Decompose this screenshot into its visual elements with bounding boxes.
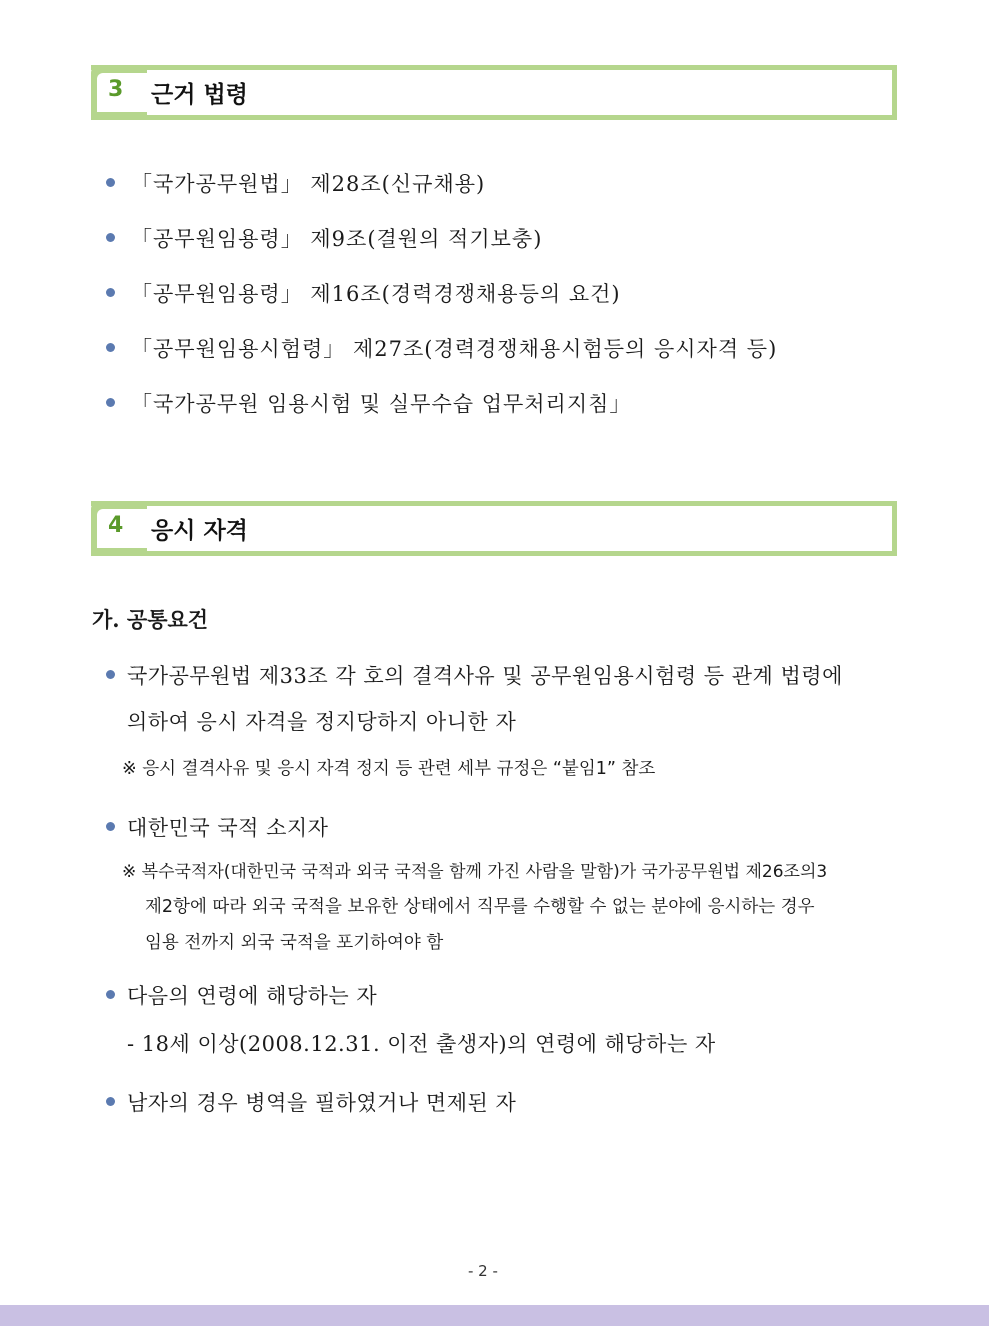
bullet-icon	[106, 1097, 115, 1106]
footer-bar	[0, 1305, 989, 1326]
requirement-note: 임용 전까지 외국 국적을 포기하여야 함	[145, 933, 444, 953]
bullet-icon	[106, 990, 115, 999]
sub-heading: 가. 공통요건	[92, 607, 209, 632]
law-item: 「공무원임용령」 제16조(경력경쟁채용등의 요건)	[131, 282, 621, 306]
requirement-line: 대한민국 국적 소지자	[127, 816, 329, 840]
requirement-line: 남자의 경우 병역을 필하였거나 면제된 자	[127, 1091, 517, 1115]
requirement-line: 의하여 응시 자격을 정지당하지 아니한 자	[127, 710, 517, 734]
bullet-icon	[106, 288, 115, 297]
section-title: 근거 법령	[151, 82, 248, 108]
requirement-line: 다음의 연령에 해당하는 자	[127, 984, 378, 1008]
law-item: 「공무원임용령」 제9조(결원의 적기보충)	[131, 227, 543, 251]
bullet-icon	[106, 670, 115, 679]
law-item: 「공무원임용시험령」 제27조(경력경쟁채용시험등의 응시자격 등)	[131, 337, 778, 361]
section-title: 응시 자격	[151, 518, 248, 544]
bullet-icon	[106, 233, 115, 242]
section-3-header	[91, 65, 897, 120]
requirement-note: ※ 복수국적자(대한민국 국적과 외국 국적을 함께 가진 사람을 말함)가 국가공무원법 제26조의3	[122, 862, 828, 882]
bullet-icon	[106, 398, 115, 407]
section-number: 3	[108, 77, 124, 102]
page-number: - 2 -	[468, 1262, 498, 1280]
law-item: 「국가공무원법」 제28조(신규채용)	[131, 172, 486, 196]
bullet-icon	[106, 178, 115, 187]
requirement-note: 제2항에 따라 외국 국적을 보유한 상태에서 직무를 수행할 수 없는 분야에 응시하는 경우	[145, 897, 815, 917]
section-4-header	[91, 501, 897, 556]
requirement-note: ※ 응시 결격사유 및 응시 자격 정지 등 관련 세부 규정은 “붙임1” 참조	[122, 759, 656, 779]
bullet-icon	[106, 822, 115, 831]
requirement-subline: - 18세 이상(2008.12.31. 이전 출생자)의 연령에 해당하는 자	[127, 1032, 716, 1056]
requirement-line: 국가공무원법 제33조 각 호의 결격사유 및 공무원임용시험령 등 관계 법령에	[127, 664, 843, 688]
law-item: 「국가공무원 임용시험 및 실무수습 업무처리지침」	[131, 392, 632, 416]
bullet-icon	[106, 343, 115, 352]
section-number: 4	[108, 513, 124, 538]
